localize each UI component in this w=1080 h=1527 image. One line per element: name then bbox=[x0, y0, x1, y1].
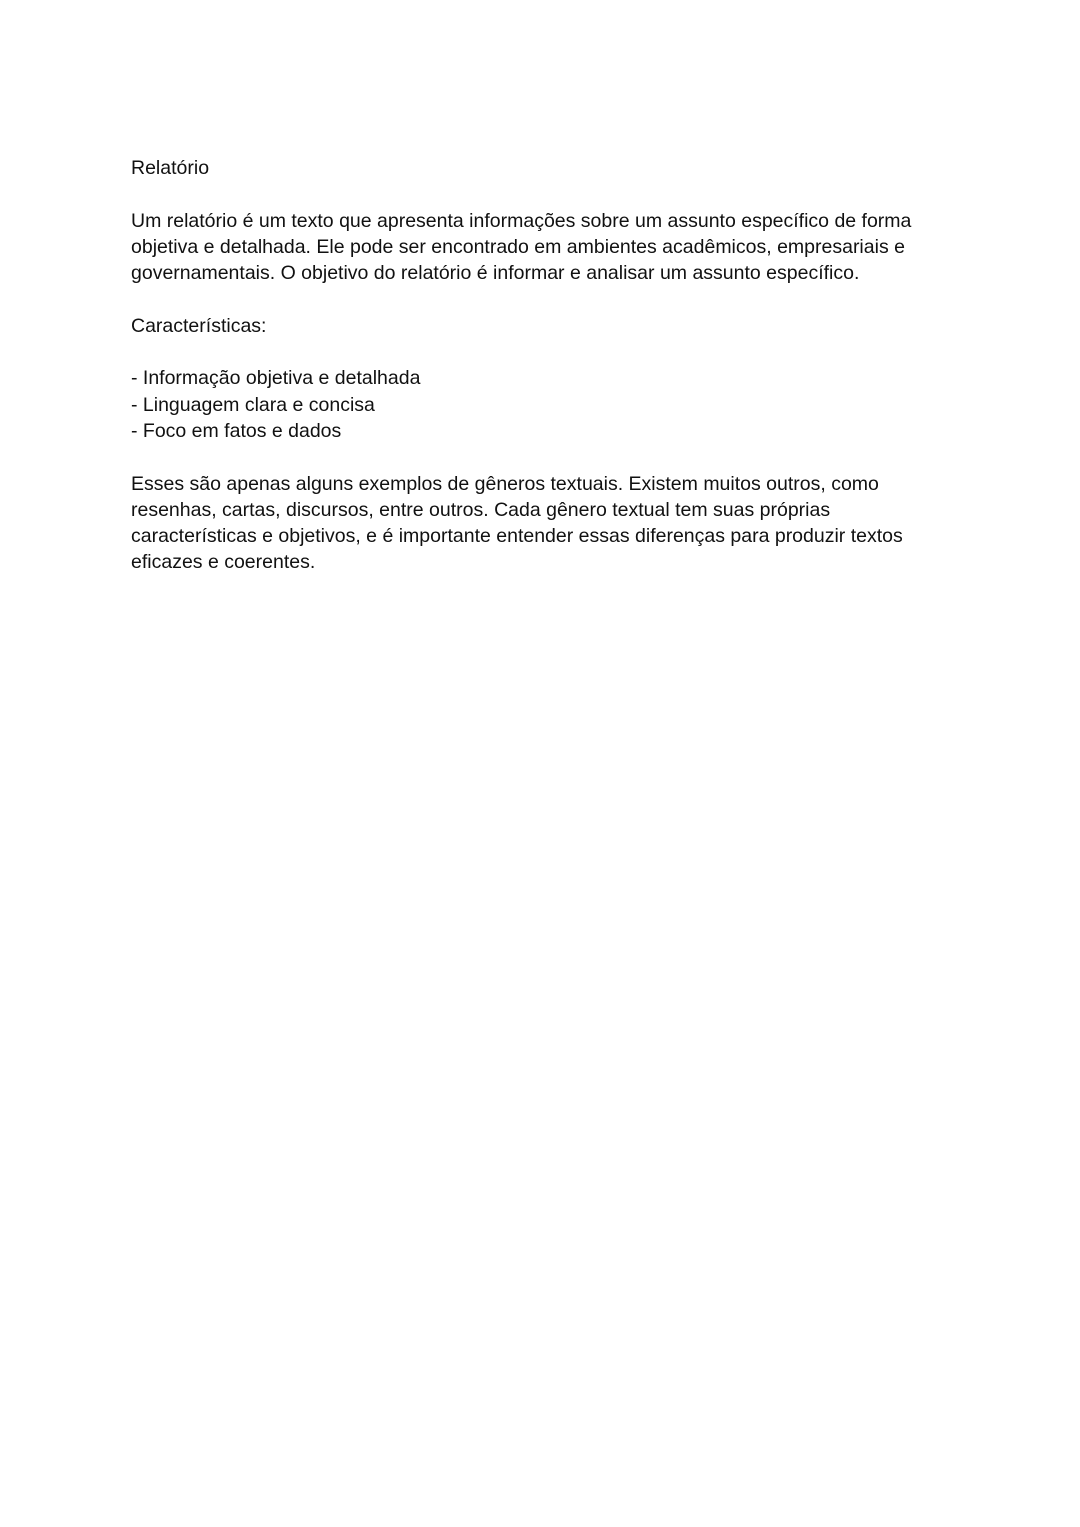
features-list bbox=[131, 365, 951, 444]
intro-paragraph bbox=[131, 208, 951, 287]
spacer bbox=[131, 339, 951, 365]
spacer bbox=[131, 444, 951, 470]
spacer bbox=[131, 286, 951, 312]
paragraph-line: objetiva e detalhada. Ele pode ser encontrado em ambientes acadêmicos, empresariais e bbox=[131, 235, 905, 258]
closing-paragraph bbox=[131, 471, 951, 576]
list-item: - Informação objetiva e detalhada bbox=[131, 367, 421, 390]
list-item: - Linguagem clara e concisa bbox=[131, 393, 375, 416]
paragraph-line: Um relatório é um texto que apresenta informações sobre um assunto específico de forma bbox=[131, 209, 912, 232]
document-title: Relatório bbox=[131, 157, 210, 179]
document-page bbox=[131, 155, 951, 576]
paragraph-line: governamentais. O objetivo do relatório é informar e analisar um assunto específico. bbox=[131, 262, 860, 285]
spacer bbox=[131, 181, 951, 207]
paragraph-line: características e objetivos, e é importante entender essas diferenças para produzir textos bbox=[131, 525, 903, 548]
paragraph-line: Esses são apenas alguns exemplos de gêneros textuais. Existem muitos outros, como bbox=[131, 472, 879, 495]
paragraph-line: eficazes e coerentes. bbox=[131, 551, 316, 574]
paragraph-line: resenhas, cartas, discursos, entre outros. Cada gênero textual tem suas próprias bbox=[131, 498, 831, 521]
features-heading: Características: bbox=[131, 314, 267, 337]
list-item: - Foco em fatos e dados bbox=[131, 419, 342, 442]
